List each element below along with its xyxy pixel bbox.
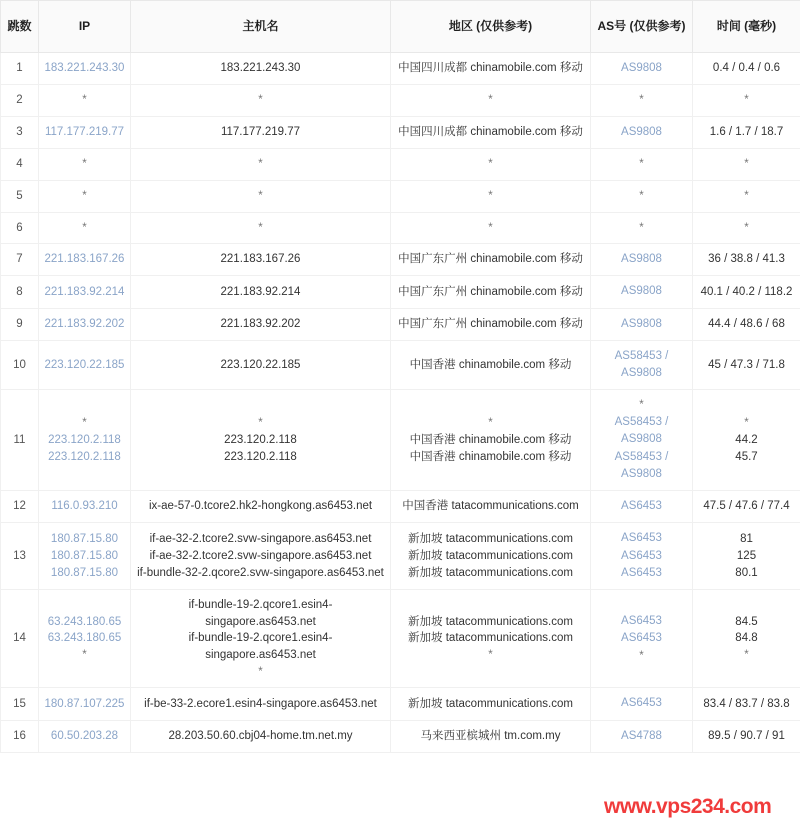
cell-hop: 10 xyxy=(1,340,39,390)
ip-link[interactable]: 116.0.93.210 xyxy=(51,500,118,513)
host-text: 221.183.92.214 xyxy=(220,285,301,298)
cell-ip xyxy=(39,116,131,148)
cell-hostname xyxy=(131,308,391,340)
cell-hostname xyxy=(131,340,391,390)
host-text: if-ae-32-2.tcore2.svw-singapore.as6453.net xyxy=(149,533,372,546)
geo-text: 新加坡 tatacommunications.com xyxy=(408,615,573,628)
cell-hostname xyxy=(131,276,391,308)
cell-time xyxy=(693,523,800,590)
cell-region xyxy=(391,149,591,181)
time-text: 44.2 xyxy=(735,433,758,446)
cell-asn xyxy=(591,244,693,276)
cell-ip xyxy=(39,523,131,590)
cell-region xyxy=(391,276,591,308)
column-header-hop: 跳数 xyxy=(1,1,39,53)
cell-ip xyxy=(39,53,131,85)
cell-hop: 4 xyxy=(1,149,39,181)
time-text: * xyxy=(744,94,749,107)
time-text: 40.1 / 40.2 / 118.2 xyxy=(700,285,793,298)
as-link[interactable]: AS58453 / AS9808 xyxy=(614,416,669,446)
column-header-region: 地区 (仅供参考) xyxy=(391,1,591,53)
cell-ip xyxy=(39,244,131,276)
cell-asn xyxy=(591,276,693,308)
cell-asn xyxy=(591,523,693,590)
cell-time xyxy=(693,116,800,148)
time-text: 125 xyxy=(736,549,757,562)
cell-region xyxy=(391,53,591,85)
cell-hostname xyxy=(131,149,391,181)
table-row xyxy=(1,590,800,688)
host-text: 221.183.92.202 xyxy=(220,317,301,330)
column-header-hostname: 主机名 xyxy=(131,1,391,53)
cell-time xyxy=(693,590,800,688)
cell-hostname xyxy=(131,720,391,752)
table-body xyxy=(1,53,800,753)
as-text: * xyxy=(639,221,644,234)
cell-hostname xyxy=(131,390,391,491)
as-text: * xyxy=(639,649,644,662)
host-text: if-be-33-2.ecore1.esin4-singapore.as6453.net xyxy=(144,697,377,710)
as-link[interactable]: AS9808 xyxy=(621,253,662,266)
geo-text: * xyxy=(488,649,493,662)
time-text: 84.5 xyxy=(735,615,758,628)
geo-text: 中国香港 chinamobile.com 移动 xyxy=(409,450,572,463)
host-text: * xyxy=(258,221,263,234)
cell-region xyxy=(391,212,591,244)
cell-asn xyxy=(591,688,693,720)
cell-hop: 6 xyxy=(1,212,39,244)
cell-time xyxy=(693,149,800,181)
table-row xyxy=(1,720,800,752)
cell-asn xyxy=(591,590,693,688)
as-link[interactable]: AS9808 xyxy=(621,317,662,330)
ip-link[interactable]: 221.183.167.26 xyxy=(44,253,125,266)
geo-text: 新加坡 tatacommunications.com xyxy=(408,566,573,579)
cell-asn xyxy=(591,720,693,752)
ip-text: * xyxy=(82,649,87,662)
ip-link[interactable]: 63.243.180.65 xyxy=(47,615,122,628)
ip-link[interactable]: 180.87.15.80 xyxy=(50,566,119,579)
geo-text: * xyxy=(488,189,493,202)
as-link[interactable]: AS6453 xyxy=(621,566,662,579)
column-header-ip: IP xyxy=(39,1,131,53)
cell-hostname xyxy=(131,688,391,720)
as-link[interactable]: AS6453 xyxy=(621,500,662,513)
cell-hop: 16 xyxy=(1,720,39,752)
cell-region xyxy=(391,308,591,340)
ip-text: * xyxy=(82,189,87,202)
site-watermark: www.vps234.com xyxy=(604,795,772,818)
cell-hop: 12 xyxy=(1,491,39,523)
cell-region xyxy=(391,180,591,212)
cell-hop: 15 xyxy=(1,688,39,720)
time-text: 36 / 38.8 / 41.3 xyxy=(708,253,785,266)
table-row xyxy=(1,276,800,308)
cell-asn xyxy=(591,116,693,148)
geo-text: * xyxy=(488,221,493,234)
cell-hop: 3 xyxy=(1,116,39,148)
as-text: * xyxy=(639,399,644,412)
host-text: * xyxy=(258,189,263,202)
cell-asn xyxy=(591,53,693,85)
host-text: * xyxy=(258,94,263,107)
table-row xyxy=(1,53,800,85)
host-text: 223.120.2.118 xyxy=(224,433,297,446)
cell-hostname xyxy=(131,244,391,276)
cell-region xyxy=(391,390,591,491)
geo-text: * xyxy=(488,158,493,171)
cell-time xyxy=(693,53,800,85)
cell-time xyxy=(693,244,800,276)
ip-link[interactable]: 223.120.2.118 xyxy=(48,433,121,446)
ip-link[interactable]: 221.183.92.202 xyxy=(44,317,125,330)
cell-hostname xyxy=(131,523,391,590)
time-text: 45 / 47.3 / 71.8 xyxy=(708,358,785,371)
ip-link[interactable]: 180.87.15.80 xyxy=(50,533,119,546)
cell-hop: 9 xyxy=(1,308,39,340)
as-link[interactable]: AS58453 / AS9808 xyxy=(614,450,669,480)
host-text: ix-ae-57-0.tcore2.hk2-hongkong.as6453.net xyxy=(148,500,373,513)
table-header xyxy=(1,1,800,53)
geo-text: 中国四川成都 chinamobile.com 移动 xyxy=(398,126,583,139)
time-text: 81 xyxy=(740,533,753,546)
cell-region xyxy=(391,720,591,752)
as-text: * xyxy=(639,189,644,202)
time-text: 1.6 / 1.7 / 18.7 xyxy=(709,126,784,139)
time-text: * xyxy=(744,189,749,202)
column-header-asn: AS号 (仅供参考) xyxy=(591,1,693,53)
time-text: 89.5 / 90.7 / 91 xyxy=(708,730,785,742)
cell-asn xyxy=(591,149,693,181)
as-link[interactable]: AS6453 xyxy=(621,632,662,645)
time-text: 47.5 / 47.6 / 77.4 xyxy=(703,500,790,513)
geo-text: 中国香港 chinamobile.com 移动 xyxy=(409,433,572,446)
cell-ip xyxy=(39,340,131,390)
table-row xyxy=(1,688,800,720)
ip-link[interactable]: 180.87.107.225 xyxy=(44,697,125,710)
time-text: 83.4 / 83.7 / 83.8 xyxy=(703,697,790,710)
geo-text: 新加坡 tatacommunications.com xyxy=(408,697,573,710)
cell-region xyxy=(391,244,591,276)
as-link[interactable]: AS4788 xyxy=(621,729,662,742)
geo-text: 中国广东广州 chinamobile.com 移动 xyxy=(398,285,583,298)
cell-asn xyxy=(591,308,693,340)
cell-hostname xyxy=(131,53,391,85)
ip-link[interactable]: 221.183.92.214 xyxy=(44,285,125,298)
host-text: if-bundle-19-2.qcore1.esin4-singapore.as6453.net xyxy=(188,632,333,662)
table-row xyxy=(1,340,800,390)
table-row xyxy=(1,523,800,590)
as-link[interactable]: AS6453 xyxy=(621,697,662,710)
host-text: 183.221.243.30 xyxy=(220,62,301,75)
time-text: 44.4 / 48.6 / 68 xyxy=(708,317,785,330)
cell-ip xyxy=(39,85,131,117)
as-text: * xyxy=(639,94,644,107)
host-text: 223.120.2.118 xyxy=(224,450,297,463)
geo-text: * xyxy=(488,417,493,430)
host-text: 221.183.167.26 xyxy=(220,253,301,266)
ip-text: * xyxy=(82,417,87,430)
host-text: * xyxy=(258,417,263,430)
table-row xyxy=(1,244,800,276)
table-header-row xyxy=(1,1,800,53)
geo-text: 中国香港 chinamobile.com 移动 xyxy=(409,358,572,371)
cell-time xyxy=(693,180,800,212)
cell-time xyxy=(693,390,800,491)
cell-asn xyxy=(591,340,693,390)
time-text: 84.8 xyxy=(735,632,758,645)
cell-time xyxy=(693,720,800,752)
ip-link[interactable]: 63.243.180.65 xyxy=(47,632,122,645)
table-row xyxy=(1,180,800,212)
cell-asn xyxy=(591,180,693,212)
time-text: 45.7 xyxy=(735,450,758,463)
cell-time xyxy=(693,276,800,308)
time-text: 80.1 xyxy=(735,566,758,579)
cell-region xyxy=(391,688,591,720)
cell-hostname xyxy=(131,590,391,688)
cell-region xyxy=(391,523,591,590)
cell-hostname xyxy=(131,491,391,523)
cell-time xyxy=(693,85,800,117)
cell-time xyxy=(693,688,800,720)
cell-hostname xyxy=(131,116,391,148)
geo-text: 新加坡 tatacommunications.com xyxy=(408,632,573,645)
time-text: * xyxy=(744,221,749,234)
ip-link[interactable]: 60.50.203.28 xyxy=(50,730,119,742)
cell-ip xyxy=(39,390,131,491)
cell-time xyxy=(693,212,800,244)
as-link[interactable]: AS6453 xyxy=(621,549,662,562)
cell-region xyxy=(391,116,591,148)
cell-ip xyxy=(39,308,131,340)
as-link[interactable]: AS6453 xyxy=(621,615,662,628)
cell-asn xyxy=(591,85,693,117)
ip-link[interactable]: 180.87.15.80 xyxy=(50,549,119,562)
cell-ip xyxy=(39,149,131,181)
cell-hop: 11 xyxy=(1,390,39,491)
cell-hop: 13 xyxy=(1,523,39,590)
table-row xyxy=(1,149,800,181)
column-header-time: 时间 (毫秒) xyxy=(693,1,800,53)
cell-ip xyxy=(39,180,131,212)
geo-text: 新加坡 tatacommunications.com xyxy=(408,533,573,546)
ip-link[interactable]: 183.221.243.30 xyxy=(44,62,125,75)
ip-text: * xyxy=(82,94,87,107)
cell-hop: 5 xyxy=(1,180,39,212)
cell-hostname xyxy=(131,85,391,117)
table-row xyxy=(1,390,800,491)
host-text: * xyxy=(258,158,263,171)
cell-time xyxy=(693,308,800,340)
host-text: * xyxy=(258,665,263,678)
cell-region xyxy=(391,340,591,390)
cell-hop: 7 xyxy=(1,244,39,276)
cell-hop: 2 xyxy=(1,85,39,117)
time-text: * xyxy=(744,158,749,171)
cell-ip xyxy=(39,688,131,720)
time-text: 0.4 / 0.4 / 0.6 xyxy=(712,62,781,75)
as-link[interactable]: AS9808 xyxy=(621,62,662,74)
ip-link[interactable]: 223.120.22.185 xyxy=(44,358,125,371)
host-text: 117.177.219.77 xyxy=(220,126,301,139)
cell-time xyxy=(693,491,800,523)
geo-text: 中国香港 tatacommunications.com xyxy=(402,500,579,513)
ip-text: * xyxy=(82,158,87,171)
ip-link[interactable]: 223.120.2.118 xyxy=(48,450,121,463)
host-text: 223.120.22.185 xyxy=(220,358,301,371)
geo-text: 中国四川成都 chinamobile.com 移动 xyxy=(398,62,583,75)
as-link[interactable]: AS9808 xyxy=(621,285,662,298)
table-row xyxy=(1,308,800,340)
table-row xyxy=(1,491,800,523)
cell-region xyxy=(391,85,591,117)
time-text: * xyxy=(744,417,749,430)
time-text: * xyxy=(744,649,749,662)
cell-asn xyxy=(591,212,693,244)
ip-text: * xyxy=(82,221,87,234)
as-link[interactable]: AS58453 / AS9808 xyxy=(614,349,669,380)
cell-hostname xyxy=(131,180,391,212)
geo-text: 中国广东广州 chinamobile.com 移动 xyxy=(398,253,583,266)
cell-time xyxy=(693,340,800,390)
cell-asn xyxy=(591,390,693,491)
cell-ip xyxy=(39,720,131,752)
cell-ip xyxy=(39,590,131,688)
cell-hop: 1 xyxy=(1,53,39,85)
cell-ip xyxy=(39,276,131,308)
host-text: 28.203.50.60.cbj04-home.tm.net.my xyxy=(168,730,353,742)
cell-hop: 14 xyxy=(1,590,39,688)
host-text: if-bundle-32-2.qcore2.svw-singapore.as6453.net xyxy=(137,566,384,579)
cell-region xyxy=(391,590,591,688)
geo-text: 新加坡 tatacommunications.com xyxy=(408,549,573,562)
as-link[interactable]: AS6453 xyxy=(621,532,662,545)
as-text: * xyxy=(639,158,644,171)
geo-text: 中国广东广州 chinamobile.com 移动 xyxy=(398,317,583,330)
table-row xyxy=(1,85,800,117)
table-row xyxy=(1,116,800,148)
geo-text: * xyxy=(488,94,493,107)
ip-link[interactable]: 117.177.219.77 xyxy=(44,126,125,139)
cell-ip xyxy=(39,491,131,523)
cell-ip xyxy=(39,212,131,244)
table-row xyxy=(1,212,800,244)
geo-text: 马来西亚槟城州 tm.com.my xyxy=(420,730,561,742)
as-link[interactable]: AS9808 xyxy=(621,125,662,138)
cell-region xyxy=(391,491,591,523)
cell-asn xyxy=(591,491,693,523)
cell-hostname xyxy=(131,212,391,244)
cell-hop: 8 xyxy=(1,276,39,308)
host-text: if-ae-32-2.tcore2.svw-singapore.as6453.net xyxy=(149,549,372,562)
host-text: if-bundle-19-2.qcore1.esin4-singapore.as6453.net xyxy=(188,599,333,628)
